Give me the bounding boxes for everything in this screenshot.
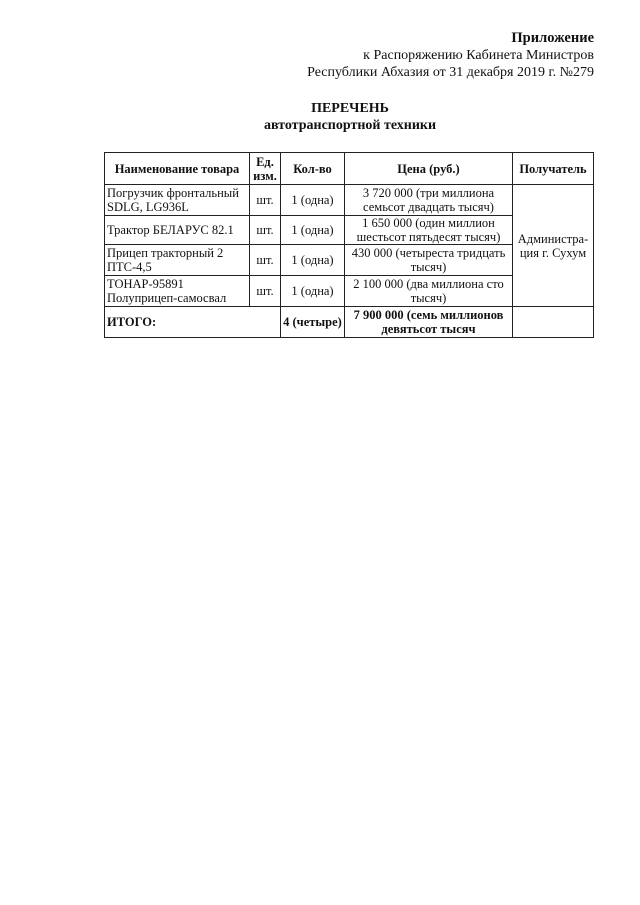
header-unit: Ед. изм. (250, 153, 281, 185)
item-qty: 1 (одна) (281, 185, 345, 216)
item-name: Погрузчик фронтальный SDLG, LG936L (105, 185, 250, 216)
item-price: 2 100 000 (два миллиона сто тысяч) (345, 276, 513, 307)
item-qty: 1 (одна) (281, 276, 345, 307)
appendix-header (307, 30, 594, 81)
item-unit: шт. (250, 245, 281, 276)
item-unit: шт. (250, 276, 281, 307)
document-title: ПЕРЕЧЕНЬ (311, 101, 389, 116)
total-price: 7 900 000 (семь миллионов девятьсот тысяч (345, 307, 513, 338)
total-qty: 4 (четыре) (281, 307, 345, 338)
header-qty: Кол-во (281, 153, 345, 185)
document-title-block (0, 100, 640, 134)
item-name: ТОНАР-95891 Полуприцеп-самосвал (105, 276, 250, 307)
item-name: Трактор БЕЛАРУС 82.1 (105, 216, 250, 245)
header-recipient: Получатель (513, 153, 594, 185)
item-price: 1 650 000 (один миллион шестьсот пятьдесят тысяч) (345, 216, 513, 245)
item-price: 3 720 000 (три миллиона семьсот двадцать тысяч) (345, 185, 513, 216)
total-label: ИТОГО: (105, 307, 281, 338)
item-qty: 1 (одна) (281, 245, 345, 276)
total-row (105, 307, 594, 338)
appendix-line-2: Республики Абхазия от 31 декабря 2019 г. №279 (307, 65, 594, 80)
table-row (105, 185, 594, 216)
recipient-cell: Администра-ция г. Сухум (513, 185, 594, 307)
item-name: Прицеп тракторный 2 ПТС-4,5 (105, 245, 250, 276)
table-header-row (105, 153, 594, 185)
total-recipient-empty (513, 307, 594, 338)
vehicles-table (104, 152, 594, 338)
document-subtitle: автотранспортной техники (263, 118, 437, 133)
appendix-line-1: к Распоряжению Кабинета Министров (363, 48, 594, 63)
appendix-title: Приложение (511, 30, 594, 46)
header-name: Наименование товара (105, 153, 250, 185)
item-price: 430 000 (четыреста тридцать тысяч) (345, 245, 513, 276)
item-unit: шт. (250, 185, 281, 216)
header-price: Цена (руб.) (345, 153, 513, 185)
item-qty: 1 (одна) (281, 216, 345, 245)
item-unit: шт. (250, 216, 281, 245)
